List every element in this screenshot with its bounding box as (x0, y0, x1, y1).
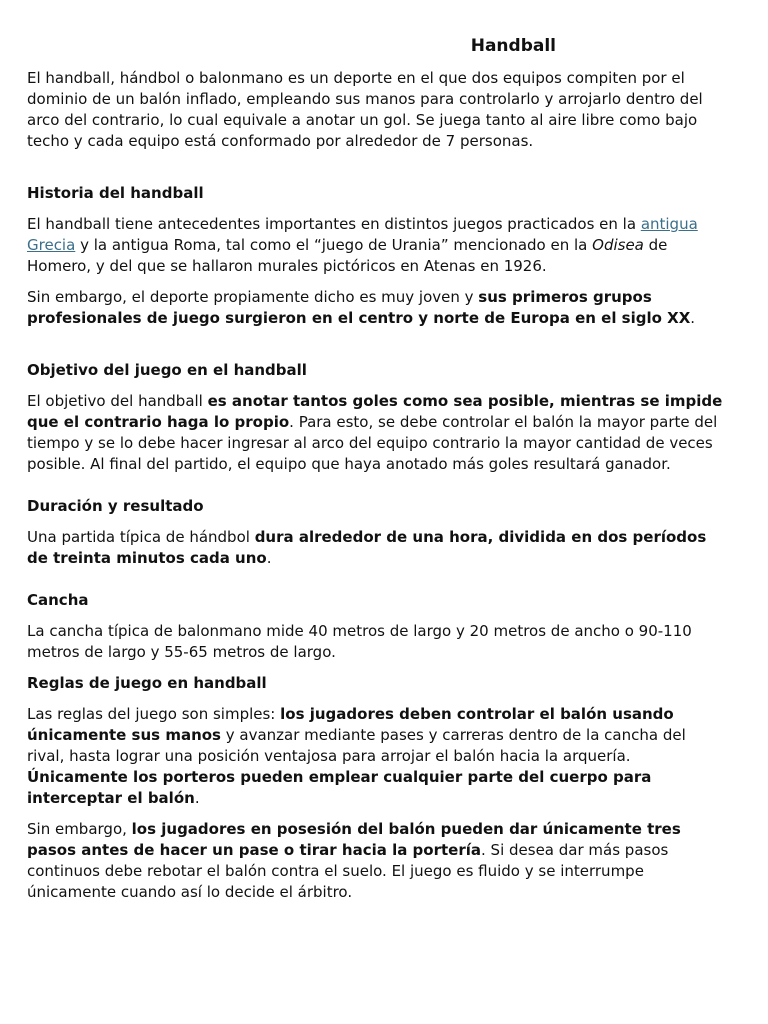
historia-paragraph-2 (27, 287, 726, 329)
heading-reglas: Reglas de juego en handball (27, 674, 267, 692)
text-run: y la antigua Roma, tal como el “juego de Urania” mencionado en la (75, 236, 593, 254)
heading-historia: Historia del handball (27, 184, 204, 202)
bold-run: los jugadores deben controlar el balón usando únicamente sus manos (27, 705, 674, 744)
text-run: Las reglas del juego son simples: (27, 705, 281, 723)
bold-run: dura alrededor de una hora, dividida en dos períodos de treinta minutos cada uno (27, 528, 707, 567)
reglas-paragraph-2 (27, 819, 726, 903)
text-run: El objetivo del handball (27, 392, 208, 410)
intro-paragraph: El handball, hándbol o balonmano es un deporte en el que dos equipos compiten por el dominio de un balón inflado, empleando sus manos para controlarlo y arrojarlo dentro del arco del contrario, lo cual equivale a anotar un gol. Se juega tanto al aire libre como bajo techo y cada equipo está conformado por alrededor de 7 personas. (27, 69, 703, 150)
cancha-paragraph: La cancha típica de balonmano mide 40 metros de largo y 20 metros de ancho o 90-110 metros de largo y 55-65 metros de largo. (27, 622, 692, 661)
text-run: y avanzar mediante pases y carreras dentro de la cancha del rival, hasta lograr una posición ventajosa para arrojar el balón hacia la arquería. (27, 726, 686, 765)
text-run: Sin embargo, el deporte propiamente dicho es muy joven y (27, 288, 479, 306)
text-run: . (194, 789, 200, 807)
text-run: Una partida típica de hándbol (27, 528, 255, 546)
text-run: . (690, 309, 696, 327)
heading-objetivo: Objetivo del juego en el handball (27, 361, 307, 379)
text-run: . Para esto, se debe controlar el balón la mayor parte del tiempo y se lo debe hacer ingresar al arco del equipo contrario la mayor cantidad de veces posible. Al final del partido, el equipo que haya anotado más goles resultará ganador. (27, 413, 718, 473)
text-run: . (266, 549, 272, 567)
text-run: Sin embargo, (27, 820, 132, 838)
italic-odisea: Odisea (592, 236, 644, 254)
reglas-paragraph-1 (27, 704, 726, 809)
bold-run: los jugadores en posesión del balón pueden dar únicamente tres pasos antes de hacer un pase o tirar hacia la portería (27, 820, 681, 859)
heading-duracion: Duración y resultado (27, 497, 204, 515)
document-title: Handball (470, 36, 556, 56)
text-run: de Homero, y del que se hallaron murales pictóricos en Atenas en 1926. (27, 236, 668, 275)
link-antigua-grecia[interactable]: antigua Grecia (27, 215, 698, 254)
heading-cancha: Cancha (27, 591, 89, 609)
duracion-paragraph (27, 527, 726, 569)
bold-run: es anotar tantos goles como sea posible, mientras se impide que el contrario haga lo propio (27, 392, 723, 431)
text-run: El handball tiene antecedentes importantes en distintos juegos practicados en la (27, 215, 641, 233)
objetivo-paragraph (27, 391, 726, 475)
bold-run: sus primeros grupos profesionales de juego surgieron en el centro y norte de Europa en el siglo XX (27, 288, 691, 327)
text-run: . Si desea dar más pasos continuos debe rebotar el balón contra el suelo. El juego es fluido y se interrumpe únicamente cuando así lo decide el árbitro. (27, 841, 669, 901)
bold-run: Únicamente los porteros pueden emplear cualquier parte del cuerpo para interceptar el balón (27, 768, 652, 807)
historia-paragraph-1 (27, 214, 726, 277)
